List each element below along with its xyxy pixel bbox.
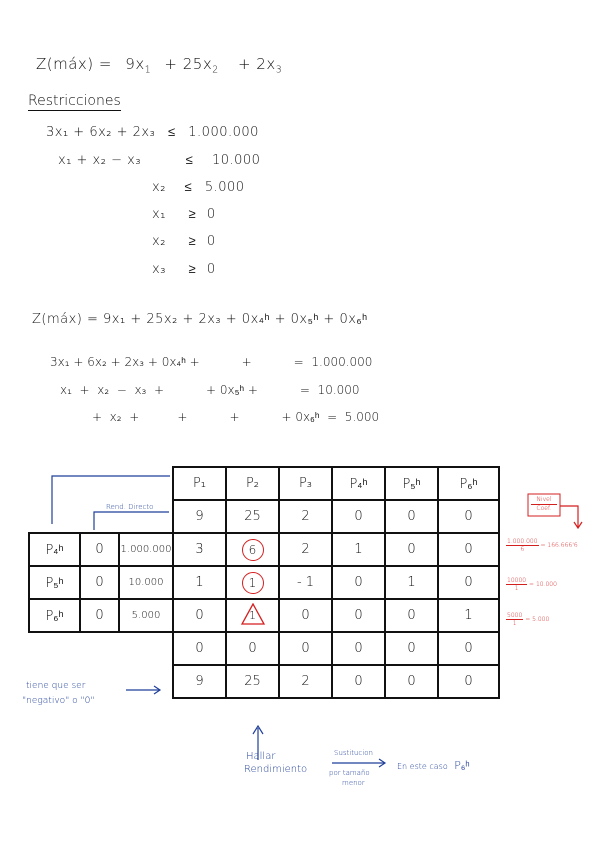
table-cell: 1 — [438, 599, 499, 632]
cost-cell: 0 — [385, 500, 438, 533]
table-cell: 0 — [332, 566, 385, 599]
table-cell — [226, 566, 279, 599]
diff-cell: 25 — [226, 665, 279, 698]
cost-cell: 25 — [226, 500, 279, 533]
table-cell: 0 — [332, 599, 385, 632]
z-row — [29, 632, 499, 665]
objective-term-1-sub: 1 — [144, 64, 152, 76]
constraint-2-rhs: 10.000 — [211, 153, 261, 168]
standard-constraint-2: x₁ + x₂ − x₃ + + 0x₅ʰ + = 10.000 — [60, 383, 360, 397]
header-p4: P₄ʰ — [332, 467, 385, 500]
diff-cell: 0 — [332, 665, 385, 698]
header-row — [29, 467, 499, 500]
ratio-2-den: 1 — [514, 585, 519, 592]
cost-cell: 0 — [438, 500, 499, 533]
cost-cell: 0 — [332, 500, 385, 533]
standard-objective: Z(máx) = 9x₁ + 25x₂ + 2x₃ + 0x₄ʰ + 0x₅ʰ + 0x₆ʰ — [32, 312, 368, 327]
en-este-caso-label — [397, 759, 470, 772]
base-cost: 0 — [80, 533, 119, 566]
menor-label: menor — [342, 779, 365, 787]
table-row — [29, 566, 499, 599]
z-cell: 0 — [438, 632, 499, 665]
pivot-circle: 6 — [242, 539, 264, 561]
ratio-3-num: 5000 — [507, 612, 523, 619]
z-cell: 0 — [226, 632, 279, 665]
ratio-1-result: = 166.666'6 — [540, 542, 578, 549]
ratio-2 — [506, 577, 557, 592]
constraint-6 — [152, 261, 216, 277]
ratio-1 — [506, 538, 578, 553]
objective-term-3-var: x — [266, 55, 276, 73]
pivot-value: 1 — [249, 608, 256, 622]
z-cell: 0 — [332, 632, 385, 665]
cost-cell: 9 — [173, 500, 226, 533]
restrictions-title: Restricciones — [28, 93, 121, 109]
constraint-1-rhs: 1.000.000 — [188, 125, 259, 140]
table-cell: 3 — [173, 533, 226, 566]
constraint-2-lhs: x₁ + x₂ − x₃ — [58, 153, 142, 168]
ratio-3-den: 1 — [512, 620, 517, 627]
pivot-circle: 1 — [242, 572, 264, 594]
header-p3: P₃ — [279, 467, 332, 500]
base-var: P₅ʰ — [29, 566, 80, 599]
cost-row — [29, 500, 499, 533]
rend-directo-label: Rend. Directo — [106, 503, 154, 511]
constraint-6-rhs: 0 — [206, 262, 216, 277]
table-cell: 0 — [385, 533, 438, 566]
objective-term-2-coef: + 25 — [164, 55, 203, 73]
p0-value: 1.000.000 — [119, 533, 173, 566]
constraint-3-lhs: x₂ — [152, 180, 166, 195]
constraint-3-op: ≤ — [184, 180, 193, 195]
table-cell: 1 — [332, 533, 385, 566]
standard-constraint-1: 3x₁ + 6x₂ + 2x₃ + 0x₄ʰ + + = 1.000.000 — [50, 355, 373, 369]
simplex-table — [28, 466, 500, 699]
constraint-1-lhs: 3x₁ + 6x₂ + 2x₃ — [46, 125, 156, 140]
table-cell: 0 — [173, 599, 226, 632]
constraint-6-op: ≥ — [188, 262, 197, 277]
sustitucion-label: Sustitucion — [334, 749, 373, 757]
p0-value: 10.000 — [119, 566, 173, 599]
objective-term-3-coef: + 2 — [237, 55, 267, 73]
objective-term-1-coef: 9 — [125, 55, 136, 73]
p0-value: 5.000 — [119, 599, 173, 632]
objective-lhs: Z(máx) = — [36, 55, 112, 73]
tiene-que-ser-line1: tiene que ser — [26, 681, 86, 691]
table-cell: 1 — [385, 566, 438, 599]
en-este-caso-var: P₆ʰ — [454, 759, 470, 772]
ratio-1-den: 6 — [520, 546, 525, 553]
por-tamano-label: por tamaño — [329, 769, 370, 777]
table-cell: 0 — [385, 599, 438, 632]
constraint-2-op: ≤ — [185, 153, 194, 168]
z-cell: 0 — [279, 632, 332, 665]
table-cell — [226, 533, 279, 566]
constraint-5-rhs: 0 — [206, 234, 216, 249]
diff-cell: 2 — [279, 665, 332, 698]
constraint-4-rhs: 0 — [206, 207, 216, 222]
base-var: P₆ʰ — [29, 599, 80, 632]
ratio-1-num: 1.000.000 — [507, 538, 538, 545]
base-cost: 0 — [80, 599, 119, 632]
base-cost: 0 — [80, 566, 119, 599]
diff-cell: 0 — [438, 665, 499, 698]
header-p1: P₁ — [173, 467, 226, 500]
pivot-triangle — [241, 603, 265, 625]
constraint-5 — [152, 233, 216, 249]
ratio-label-top: Nivel — [531, 496, 557, 505]
z-cell: 0 — [173, 632, 226, 665]
constraint-2 — [58, 152, 260, 168]
table-cell: 1 — [173, 566, 226, 599]
hallar-line2: Rendimiento — [244, 764, 308, 775]
constraint-3-rhs: 5.000 — [204, 180, 245, 195]
ratio-3-result: = 5.000 — [525, 616, 550, 623]
z-cell: 0 — [385, 632, 438, 665]
constraint-4-lhs: x₁ — [152, 207, 166, 222]
header-p6: P₆ʰ — [438, 467, 499, 500]
hallar-line1: Hallar — [246, 751, 276, 762]
header-p2: P₂ — [226, 467, 279, 500]
diff-cell: 0 — [385, 665, 438, 698]
ratio-3 — [506, 612, 549, 627]
en-este-caso-text: En este caso — [397, 762, 448, 771]
table-cell: 2 — [279, 533, 332, 566]
constraint-1 — [46, 124, 259, 140]
diff-cell: 9 — [173, 665, 226, 698]
header-p5: P₅ʰ — [385, 467, 438, 500]
table-cell: 0 — [279, 599, 332, 632]
objective-term-1-var: x — [135, 55, 145, 73]
objective-term-2-var: x — [202, 55, 213, 73]
table-row — [29, 599, 499, 632]
table-row — [29, 533, 499, 566]
ratio-label-bottom: Coef. — [536, 505, 552, 512]
objective-function — [36, 55, 282, 75]
constraint-5-op: ≥ — [188, 234, 197, 249]
table-cell: - 1 — [279, 566, 332, 599]
constraint-5-lhs: x₂ — [152, 234, 166, 249]
constraint-4 — [152, 206, 216, 222]
diff-row — [29, 665, 499, 698]
constraint-6-lhs: x₃ — [152, 262, 166, 277]
constraint-1-op: ≤ — [167, 125, 176, 140]
ratio-2-num: 10000 — [507, 577, 527, 584]
ratio-2-result: = 10.000 — [529, 581, 557, 588]
table-cell — [226, 599, 279, 632]
constraint-3 — [152, 179, 245, 195]
constraint-4-op: ≥ — [188, 207, 197, 222]
ratio-label — [531, 496, 557, 513]
objective-term-3-sub: 3 — [275, 64, 283, 76]
tiene-que-ser-line2: "negativo" o "0" — [22, 696, 95, 706]
base-var: P₄ʰ — [29, 533, 80, 566]
objective-term-2-sub: 2 — [212, 64, 219, 76]
standard-constraint-3: + x₂ + + + + 0x₆ʰ = 5.000 — [92, 410, 380, 424]
table-cell: 0 — [438, 566, 499, 599]
table-cell: 0 — [438, 533, 499, 566]
cost-cell: 2 — [279, 500, 332, 533]
